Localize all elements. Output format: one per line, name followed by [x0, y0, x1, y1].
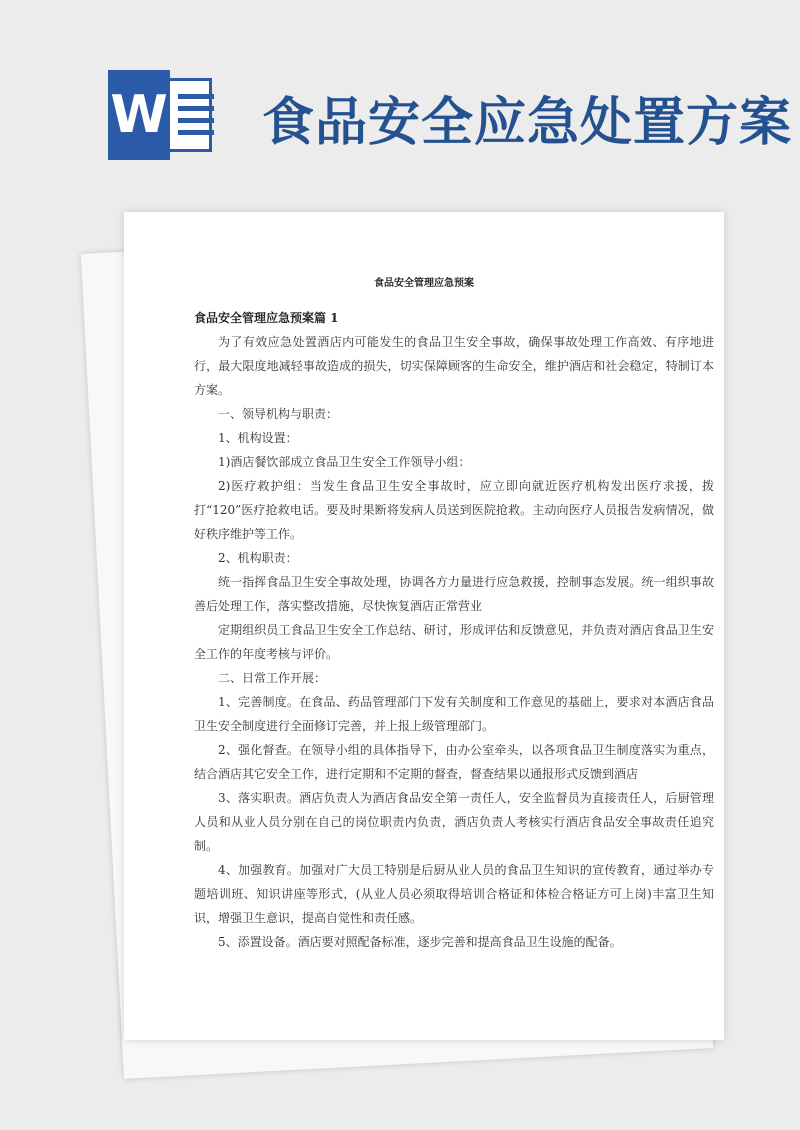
paragraph: 统一指挥食品卫生安全事故处理，协调各方力量进行应急救援，控制事态发展。统一组织事故善后处理工作，落实整改措施，尽快恢复酒店正常营业	[194, 575, 714, 613]
paragraph: 4、加强教育。加强对广大员工特别是后厨从业人员的食品卫生知识的宣传教育，通过举办专题培训班、知识讲座等形式，(从业人员必须取得培训合格证和体检合格证方可上岗)丰富卫生知识，增强卫生意识，提高自觉性和责任感。	[194, 863, 714, 925]
document-page	[124, 212, 724, 1040]
document-title: 食品安全管理应急预案	[374, 278, 474, 289]
paragraph: 二、日常工作开展：	[218, 671, 327, 685]
paragraph: 2)医疗救护组：当发生食品卫生安全事故时，应立即向就近医疗机构发出医疗求援，拨打“120”医疗抢救电话。要及时果断将发病人员送到医院抢救。主动向医疗人员报告发病情况，做好秩序维护等工作。	[194, 479, 714, 541]
paragraph: 1、完善制度。在食品、药品管理部门下发有关制度和工作意见的基础上，要求对本酒店食品卫生安全制度进行全面修订完善，并上报上级管理部门。	[194, 695, 714, 733]
paragraph: 2、机构职责：	[218, 551, 298, 565]
document-body	[194, 306, 714, 954]
logo-line	[178, 130, 214, 135]
section-heading: 食品安全管理应急预案篇 1	[194, 311, 339, 325]
paragraph: 定期组织员工食品卫生安全工作总结、研讨，形成评估和反馈意见，并负责对酒店食品卫生安全工作的年度考核与评价。	[194, 623, 714, 661]
paragraph: 2、强化督查。在领导小组的具体指导下，由办公室牵头，以各项食品卫生制度落实为重点，结合酒店其它安全工作，进行定期和不定期的督查，督查结果以通报形式反馈到酒店	[194, 743, 714, 781]
paragraph: 为了有效应急处置酒店内可能发生的食品卫生安全事故，确保事故处理工作高效、有序地进行，最大限度地减轻事故造成的损失，切实保障顾客的生命安全，维护酒店和社会稳定，特制订本方案。	[194, 335, 714, 397]
paragraph: 1、机构设置：	[218, 431, 298, 445]
paragraph: 1)酒店餐饮部成立食品卫生安全工作领导小组：	[218, 455, 471, 469]
logo-line	[178, 106, 214, 111]
banner	[0, 0, 800, 200]
paragraph: 5、添置设备。酒店要对照配备标准，逐步完善和提高食品卫生设施的配备。	[218, 935, 622, 949]
word-document-icon	[108, 70, 216, 160]
paragraph: 3、落实职责。酒店负责人为酒店食品安全第一责任人，安全监督员为直接责任人，后厨管理人员和从业人员分别在自己的岗位职责内负责，酒店负责人考核实行酒店食品安全事故责任追究制。	[194, 791, 714, 853]
logo-letter: W	[108, 70, 170, 160]
banner-title: 食品安全应急处置方案	[262, 93, 793, 153]
logo-line	[178, 118, 214, 123]
paragraph: 一、领导机构与职责：	[218, 407, 339, 421]
logo-line	[178, 94, 214, 99]
